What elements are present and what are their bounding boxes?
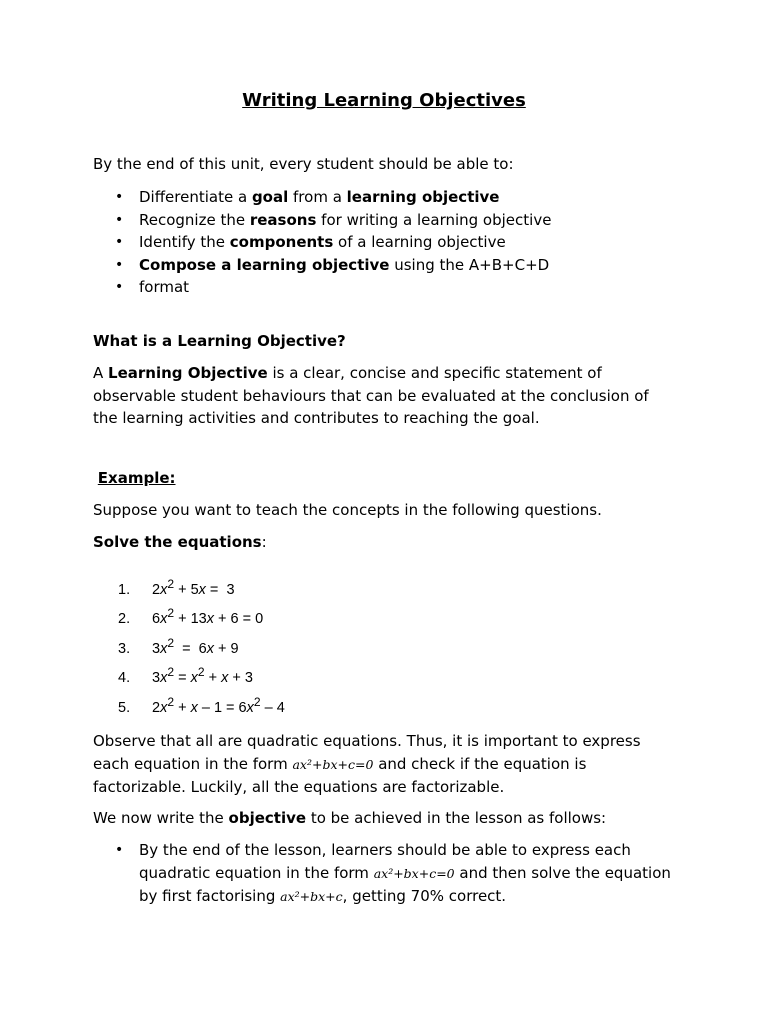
intro-text: By the end of this unit, every student should be able to:: [93, 155, 514, 173]
list-item: • By the end of the lesson, learners should be able to express each quadratic equation in the form ax²+bx+c=0 and then solve the equation by first factorising ax²+bx+c, getting 70% correct.: [115, 841, 671, 905]
observe-paragraph: Observe that all are quadratic equations. Thus, it is important to express each equation in the form ax²+bx+c=0 and check if the equation is factorizable. Luckily, all the equations are factorizable.: [93, 732, 641, 796]
objective-intro-text: We now write the objective to be achieved in the lesson as follows:: [93, 809, 607, 827]
document-title: Writing Learning Objectives: [242, 90, 526, 111]
definition-paragraph: A Learning Objective is a clear, concise and specific statement of observable student behaviours that can be evaluated at the conclusion of the learning activities and contributes to reaching the goal.: [93, 364, 649, 427]
equation-row: 2. $6x^2 + 13x + 6 = 0$: [118, 606, 264, 628]
section-heading-what: What is a Learning Objective?: [93, 332, 346, 350]
objectives-list: [93, 186, 693, 299]
suppose-text: Suppose you want to teach the concepts in the following questions.: [93, 501, 602, 519]
list-item: • Recognize the reasons for writing a learning objective: [115, 210, 552, 229]
equations-list: [118, 570, 285, 718]
example-heading: Example:: [97, 469, 176, 487]
equation-row: 3. $3x^2 = 6x + 9$: [118, 636, 239, 657]
equation-row: 5. $2x^2 + x - 1 = 6x^2 - 4$: [118, 695, 285, 716]
objective-list: [93, 839, 683, 909]
list-item: • Compose a learning objective using the A+B+C+D: [115, 255, 550, 274]
equation-row: 4. $3x^2 = x^2 + x + 3$: [118, 665, 253, 687]
list-item: • Identify the components of a learning objective: [115, 233, 506, 251]
equation-row: 1. $2x^2 + 5x = 3$: [118, 577, 235, 598]
solve-heading: Solve the equations:: [93, 533, 267, 551]
list-item: • Differentiate a goal from a learning objective: [115, 188, 500, 206]
list-item: • format: [115, 278, 190, 296]
